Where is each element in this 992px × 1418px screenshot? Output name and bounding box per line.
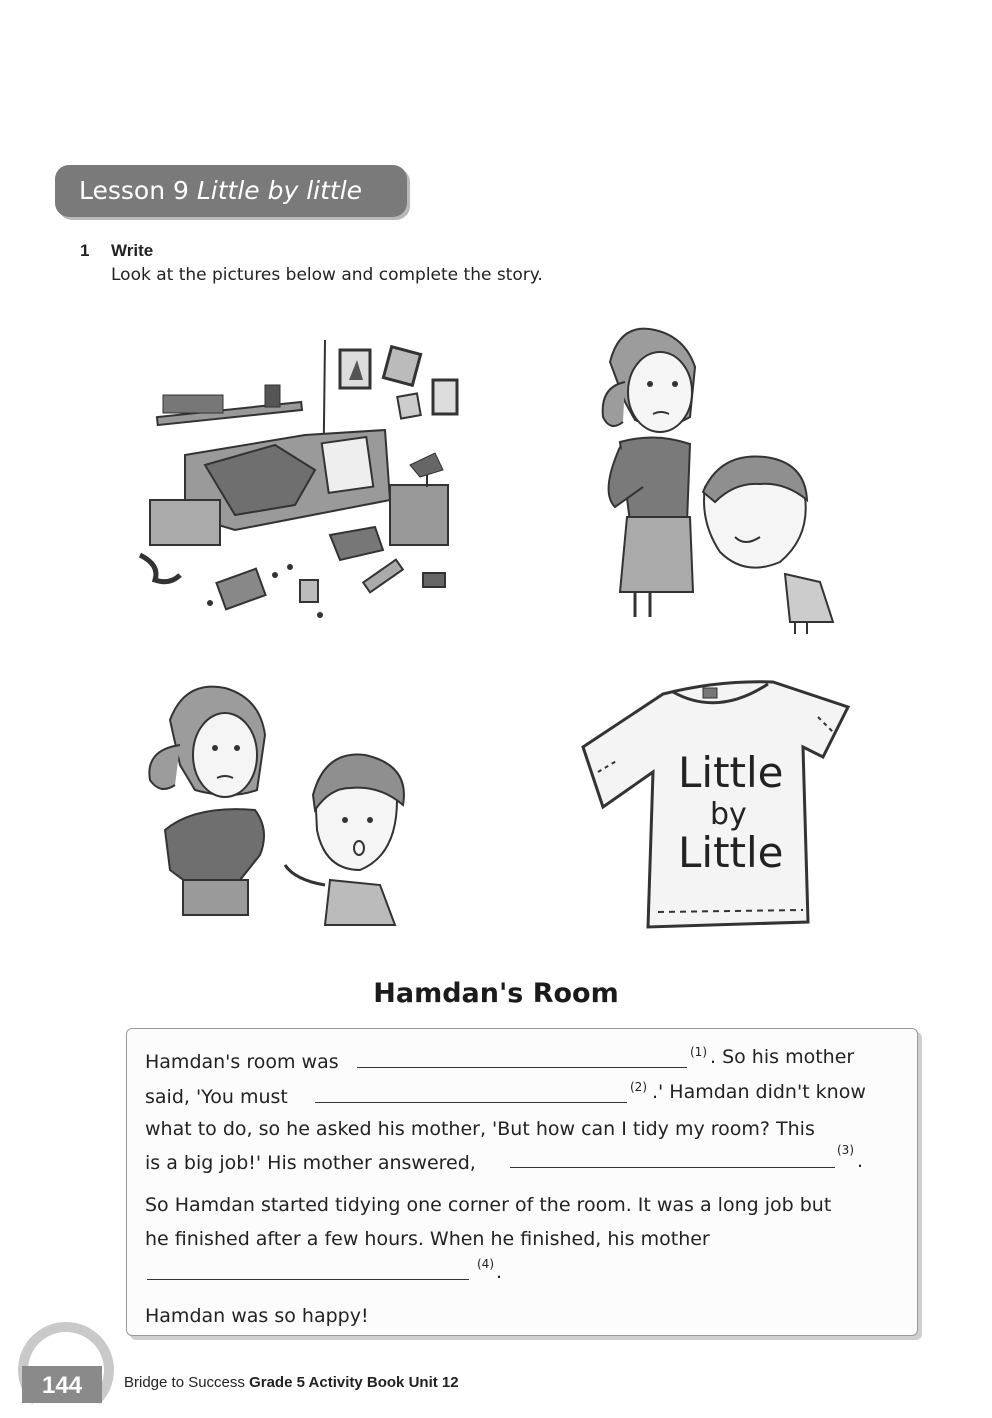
- story-line-3: what to do, so he asked his mother, 'But how can I tidy my room? This: [145, 1118, 815, 1140]
- tshirt-word-3: Little: [678, 828, 784, 877]
- page-number: 144: [22, 1366, 102, 1403]
- blank-3[interactable]: [510, 1167, 835, 1168]
- story-line-4: is a big job!' His mother answered,: [145, 1152, 476, 1174]
- little-by-little-tshirt-illustration: [578, 672, 858, 937]
- footer-book-title: [124, 1374, 459, 1391]
- blank-1[interactable]: [357, 1067, 687, 1068]
- lesson-title: Little by little: [196, 176, 363, 205]
- story-line-1-end: . So his mother: [710, 1046, 855, 1068]
- story-line-2-end: .' Hamdan didn't know: [652, 1081, 866, 1103]
- story-title: Hamdan's Room: [373, 978, 619, 1009]
- messy-room-illustration: [125, 335, 490, 625]
- story-line-2: said, 'You must: [145, 1086, 288, 1108]
- footer-book-prefix: Bridge to Success: [124, 1374, 245, 1391]
- mother-and-confused-boy-illustration: [135, 680, 420, 935]
- blank-4[interactable]: [147, 1279, 469, 1280]
- story-line-8: Hamdan was so happy!: [145, 1305, 369, 1327]
- story-line-1: Hamdan's room was: [145, 1051, 339, 1073]
- lesson-banner: [55, 165, 407, 217]
- footer-book-unit: Grade 5 Activity Book Unit 12: [249, 1374, 459, 1391]
- tshirt-word-2: by: [710, 797, 747, 832]
- story-line-7-end: .: [496, 1261, 503, 1283]
- blank-ref-2: (2): [630, 1080, 647, 1094]
- exercise-instruction: Look at the pictures below and complete the story.: [111, 265, 543, 285]
- blank-2[interactable]: [315, 1102, 627, 1103]
- exercise-number: 1: [80, 241, 90, 260]
- blank-ref-3: (3): [837, 1143, 854, 1157]
- tshirt-word-1: Little: [678, 748, 784, 797]
- exercise-title: Write: [111, 241, 154, 260]
- blank-ref-1: (1): [690, 1045, 707, 1059]
- story-line-6: he finished after a few hours. When he finished, his mother: [145, 1228, 710, 1250]
- lesson-number: Lesson 9: [79, 176, 189, 205]
- story-line-5: So Hamdan started tidying one corner of the room. It was a long job but: [145, 1194, 832, 1216]
- story-line-4-end: .: [857, 1150, 864, 1172]
- story-box: [126, 1028, 918, 1336]
- mother-and-boy-illustration: [595, 322, 840, 637]
- blank-ref-4: (4): [477, 1257, 494, 1271]
